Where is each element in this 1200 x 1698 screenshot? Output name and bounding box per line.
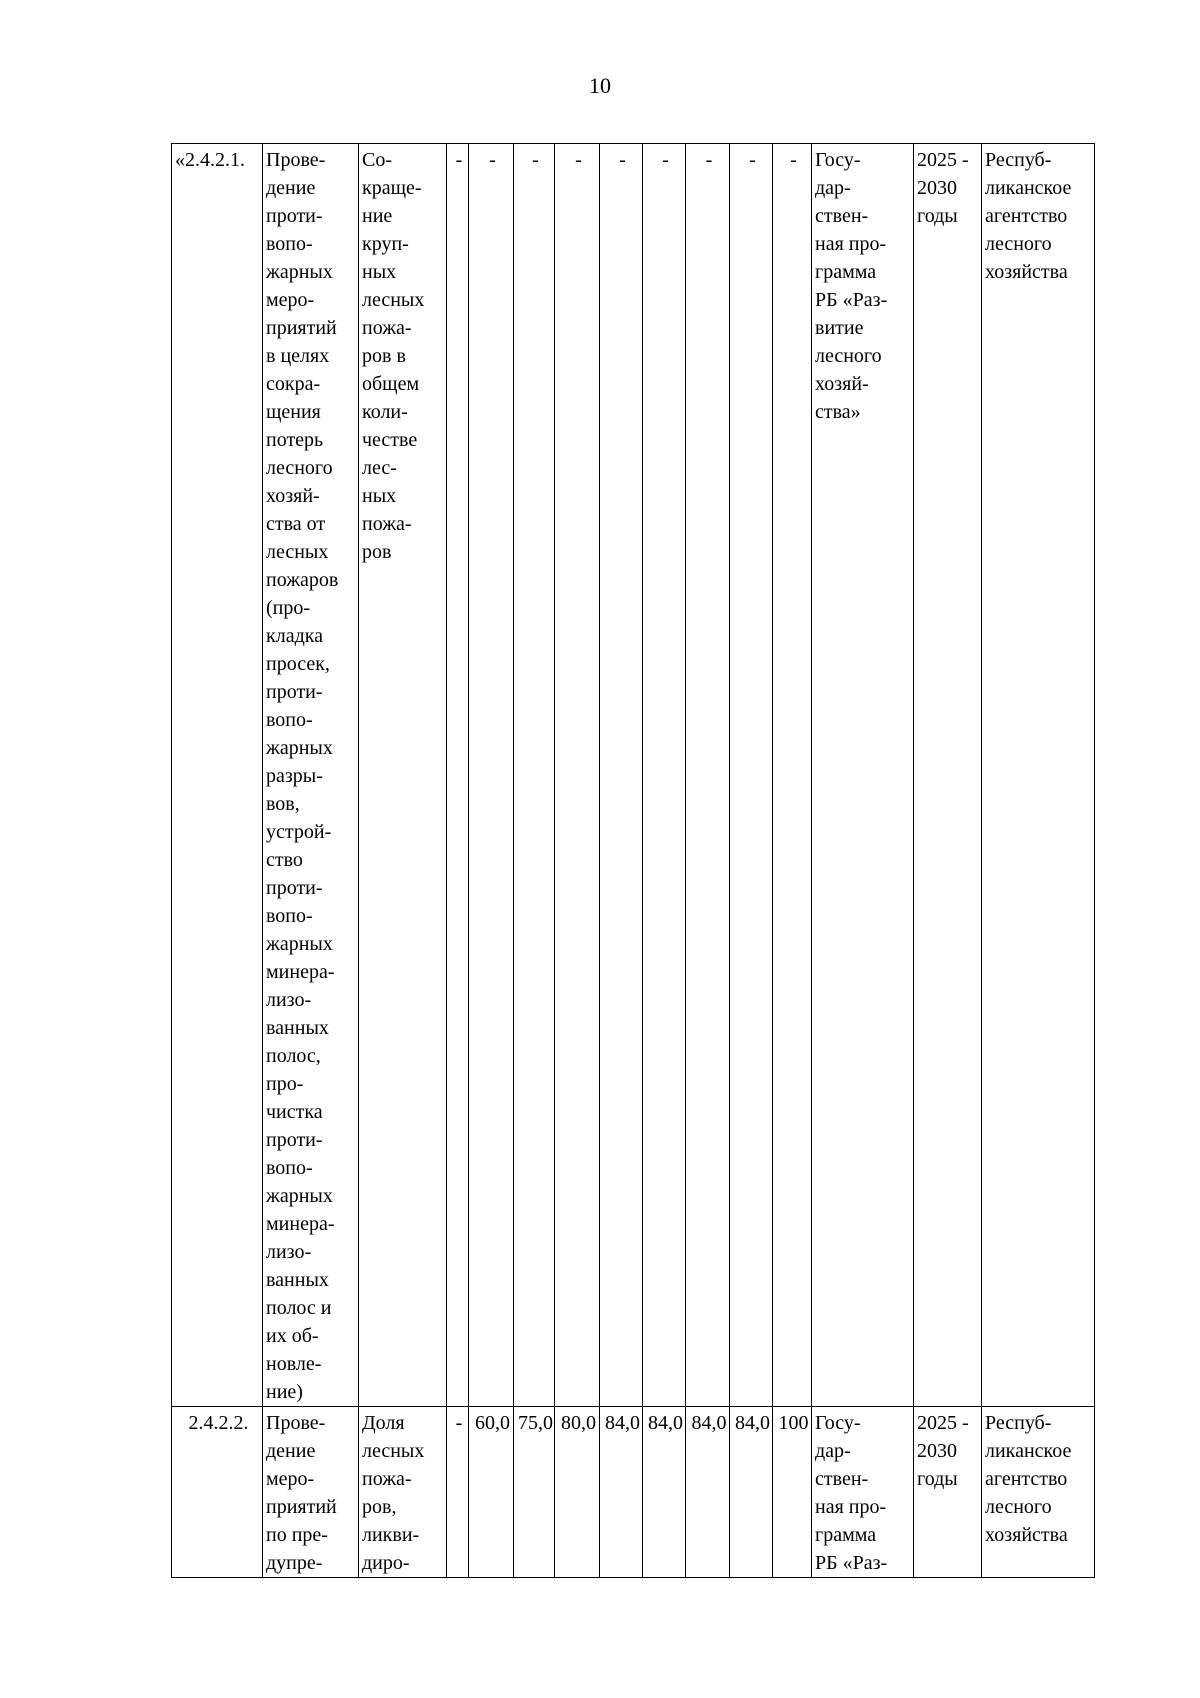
value-cell: 80,0 <box>555 1407 600 1578</box>
table-row <box>172 144 1095 1407</box>
value-cell: 84,0 <box>686 1407 730 1578</box>
program-cell: Госу- дар- ствен- ная про- грамма РБ «Раз- <box>812 1407 914 1578</box>
value-cell: - <box>555 144 600 1407</box>
value-cell: 100 <box>773 1407 812 1578</box>
value-cell: - <box>686 144 730 1407</box>
value-cell: - <box>600 144 643 1407</box>
value-cell: - <box>469 144 514 1407</box>
value-cell: 75,0 <box>514 1407 555 1578</box>
value-cell: 84,0 <box>600 1407 643 1578</box>
value-cell: 84,0 <box>643 1407 686 1578</box>
value-cell: - <box>447 1407 469 1578</box>
value-cell: - <box>447 144 469 1407</box>
event-cell: Прове- дение меро- приятий по пре- дупре- <box>263 1407 359 1578</box>
table-row <box>172 1407 1095 1578</box>
event-cell: Прове- дение проти- вопо- жарных меро- приятий в целях сокра- щения потерь лесного хозяй- ства от лесных пожаров (про- кладка просек, проти- вопо- жарных разры- вов, устрой- ство проти- вопо- жарных минера- лизо- ванных полос, про- чистка проти- вопо- жарных минера- лизо- ванных полос и их об- новле- ние) <box>263 144 359 1407</box>
page-number: 10 <box>589 73 611 98</box>
executor-cell: Респуб- ликанское агентство лесного хозяйства <box>982 144 1095 1407</box>
code-cell: «2.4.2.1. <box>172 144 263 1407</box>
value-cell: 60,0 <box>469 1407 514 1578</box>
code-cell: 2.4.2.2. <box>172 1407 263 1578</box>
indicator-cell: Доля лесных пожа- ров, ликви- диро- <box>359 1407 447 1578</box>
program-cell: Госу- дар- ствен- ная про- грамма РБ «Раз- витие лесного хозяй- ства» <box>812 144 914 1407</box>
indicator-cell: Со- краще- ние круп- ных лесных пожа- ров в общем коли- честве лес- ных пожа- ров <box>359 144 447 1407</box>
value-cell: - <box>514 144 555 1407</box>
period-cell: 2025 - 2030 годы <box>914 144 982 1407</box>
measures-table <box>171 143 1095 1578</box>
value-cell: 84,0 <box>730 1407 773 1578</box>
period-cell: 2025 - 2030 годы <box>914 1407 982 1578</box>
value-cell: - <box>773 144 812 1407</box>
value-cell: - <box>643 144 686 1407</box>
executor-cell: Респуб- ликанское агентство лесного хозяйства <box>982 1407 1095 1578</box>
value-cell: - <box>730 144 773 1407</box>
